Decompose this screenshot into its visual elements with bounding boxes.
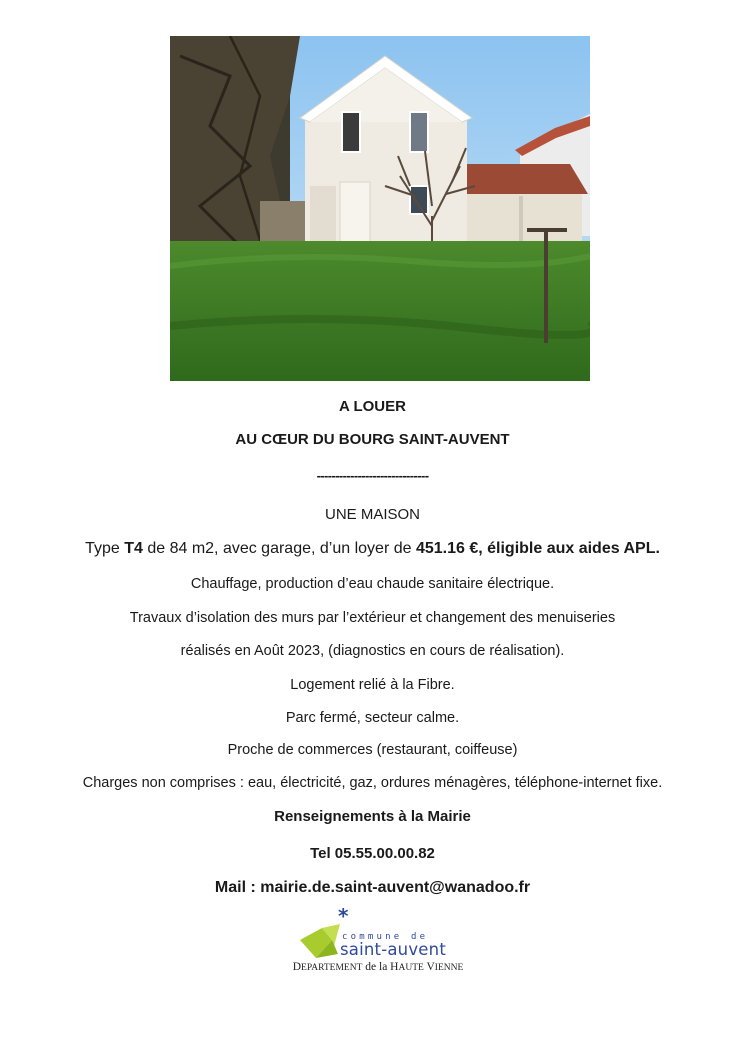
dept-part: V <box>423 961 435 973</box>
logo-department <box>268 961 488 973</box>
contact-mail: Mail : mairie.de.saint-auvent@wanadoo.fr <box>214 879 531 896</box>
detail-shops: Proche de commerces (restaurant, coiffeuse) <box>227 742 518 758</box>
svg-text:*: * <box>338 906 349 928</box>
dept-part: AUTE <box>398 963 424 973</box>
summary-type-value: T4 <box>124 540 143 557</box>
detail-works-date: réalisés en Août 2023, (diagnostics en cours de réalisation). <box>180 643 565 659</box>
contact-tel: Tel 05.55.00.00.82 <box>310 845 435 862</box>
detail-heating: Chauffage, production d’eau chaude sanitaire électrique. <box>190 576 555 592</box>
heading-for-rent: A LOUER <box>339 398 406 415</box>
commune-logo <box>268 906 488 986</box>
detail-charges: Charges non comprises : eau, électricité, gaz, ordures ménagères, téléphone-internet fixe. <box>82 775 663 791</box>
detail-fiber: Logement relié à la Fibre. <box>290 677 455 693</box>
logo-commune-de: commune de <box>342 932 429 942</box>
summary-line <box>0 540 745 558</box>
summary-text: de 84 m2, avec garage, d’un loyer de <box>142 540 416 557</box>
subject-title: UNE MAISON <box>324 506 420 523</box>
detail-park: Parc fermé, secteur calme. <box>285 710 460 726</box>
logo-saint-auvent: saint-auvent <box>340 940 446 959</box>
dept-part: D <box>292 961 302 973</box>
separator: ------------------------------ <box>316 468 429 483</box>
dept-part: EPARTEMENT <box>301 963 363 973</box>
contact-info: Renseignements à la Mairie <box>274 808 471 825</box>
summary-rent: 451.16 €, éligible aux aides APL. <box>415 540 660 557</box>
dept-part: H <box>390 961 399 973</box>
dept-part: de la <box>362 961 391 973</box>
detail-works: Travaux d’isolation des murs par l’extérieur et changement des menuiseries <box>129 610 616 626</box>
dept-part: IENNE <box>434 963 464 973</box>
house-photo <box>170 36 590 381</box>
summary-type-label: Type <box>85 540 125 557</box>
heading-location: AU CŒUR DU BOURG SAINT-AUVENT <box>235 431 510 448</box>
